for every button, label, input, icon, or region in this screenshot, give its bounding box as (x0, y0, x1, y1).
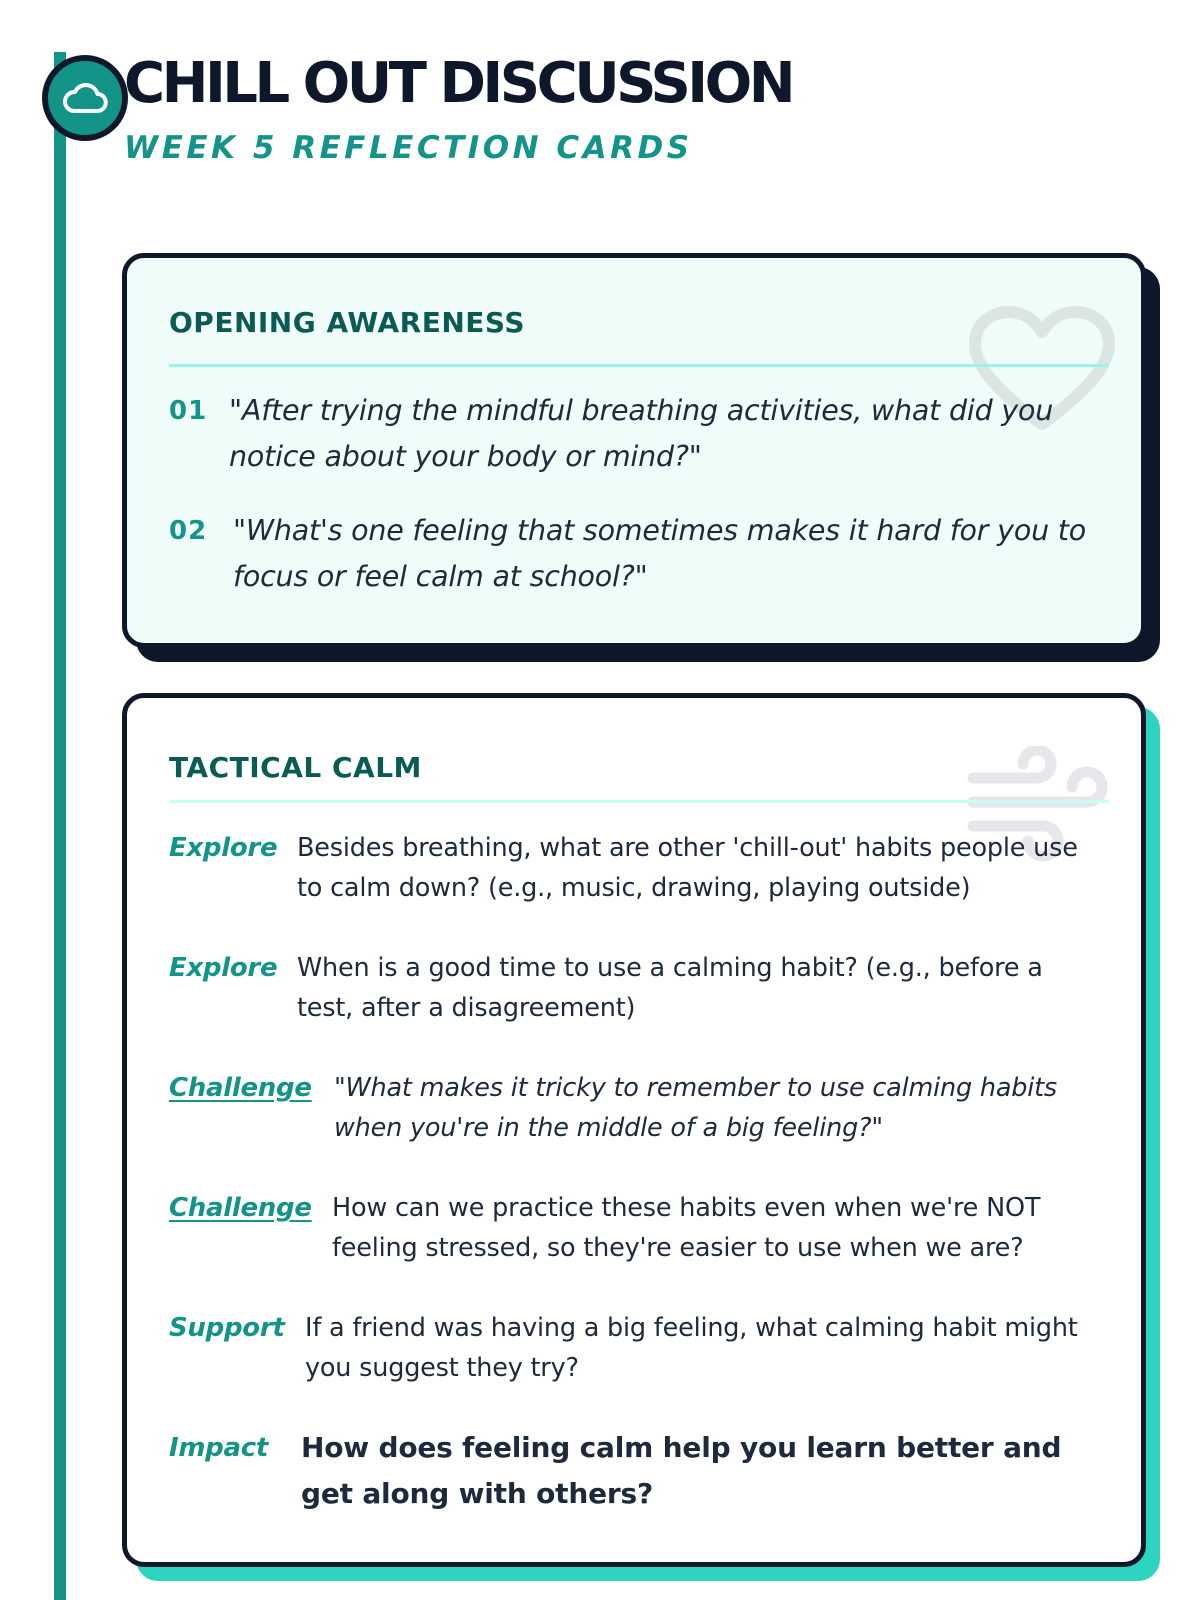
page-subtitle: WEEK 5 REFLECTION CARDS (124, 130, 693, 166)
prompt-tag: Explore (169, 953, 278, 983)
prompt-item (169, 1188, 1101, 1268)
card-title: OPENING AWARENESS (169, 306, 525, 339)
prompt-item (169, 828, 1101, 908)
prompt-text: When is a good time to use a calming habit? (e.g., before a test, after a disagreement) (297, 953, 1043, 1023)
logo-badge (42, 55, 128, 141)
prompt-item (169, 1425, 1101, 1517)
cloud-icon (61, 78, 109, 118)
prompt-item (169, 948, 1101, 1028)
prompt-tag-link[interactable]: Challenge (169, 1193, 312, 1223)
prompt-item (169, 1068, 1101, 1148)
question-item (169, 388, 1101, 480)
prompt-text: If a friend was having a big feeling, what calming habit might you suggest they try? (305, 1313, 1078, 1383)
opening-awareness-card (122, 253, 1146, 648)
card-title: TACTICAL CALM (169, 751, 422, 784)
prompt-text: How can we practice these habits even when we're NOT feeling stressed, so they're easier to use when we are? (332, 1193, 1041, 1263)
question-item (169, 508, 1101, 600)
question-number: 02 (169, 516, 208, 546)
left-accent-rail (54, 52, 66, 1600)
prompt-tag: Explore (169, 833, 278, 863)
question-text: "After trying the mindful breathing activities, what did you notice about your body or mind?" (229, 394, 1054, 473)
question-number: 01 (169, 396, 208, 426)
question-text: "What's one feeling that sometimes makes it hard for you to focus or feel calm at school?" (233, 514, 1086, 593)
prompt-text: How does feeling calm help you learn better and get along with others? (301, 1431, 1062, 1510)
tactical-calm-card (122, 693, 1146, 1567)
prompt-tag-link[interactable]: Challenge (169, 1073, 312, 1103)
prompt-item (169, 1308, 1101, 1388)
prompt-tag: Impact (169, 1433, 268, 1463)
page-title: CHILL OUT DISCUSSION (124, 51, 793, 116)
prompt-text: Besides breathing, what are other 'chill-out' habits people use to calm down? (e.g., music, drawing, playing outside) (297, 833, 1078, 903)
divider (169, 800, 1109, 803)
prompt-tag: Support (169, 1313, 285, 1343)
prompt-text: "What makes it tricky to remember to use calming habits when you're in the middle of a big feeling?" (334, 1073, 1057, 1143)
divider (169, 364, 1109, 367)
